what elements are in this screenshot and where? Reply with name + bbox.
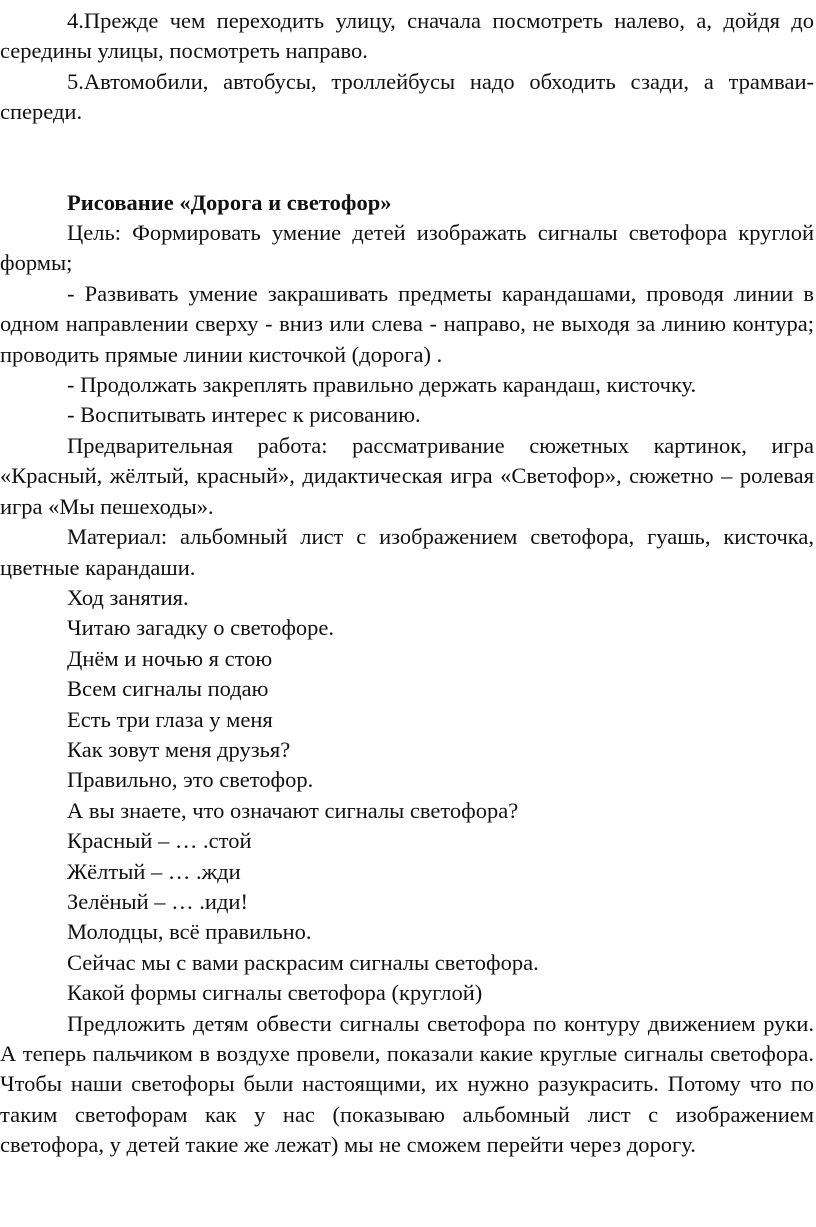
riddle-line: Есть три глаза у меня	[67, 706, 273, 732]
goal-paragraph: Цель: Формировать умение детей изображать сигналы светофора круглой формы;	[0, 220, 814, 276]
riddle-line: Как зовут меня друзья?	[67, 736, 291, 762]
lesson-line: Сейчас мы с вами раскрасим сигналы светофора.	[67, 949, 539, 975]
signal-line-green: Зелёный – … .иди!	[67, 888, 248, 914]
signal-line-red: Красный – … .стой	[67, 828, 252, 854]
lesson-line: Правильно, это светофор.	[67, 767, 314, 793]
section-gap	[0, 128, 814, 188]
riddle-line: Всем сигналы подаю	[67, 676, 269, 702]
task-paragraph-2: - Продолжать закреплять правильно держать карандаш, кисточку.	[67, 372, 697, 398]
lesson-line: Какой формы сигналы светофора (круглой)	[67, 980, 483, 1006]
lesson-line: Молодцы, всё правильно.	[67, 919, 312, 945]
task-paragraph-3: - Воспитывать интерес к рисованию.	[67, 402, 421, 428]
lesson-title: Рисование «Дорога и светофор»	[67, 189, 392, 215]
lesson-line: А вы знаете, что означают сигналы светофора?	[67, 797, 519, 823]
rule-paragraph-4: 4.Прежде чем переходить улицу, сначала посмотреть налево, а, дойдя до середины улицы, посмотреть направо.	[0, 8, 814, 64]
rule-paragraph-5: 5.Автомобили, автобусы, троллейбусы надо обходить сзади, а трамваи- спереди.	[0, 68, 814, 125]
preliminary-work-paragraph: Предварительная работа: рассматривание сюжетных картинок, игра «Красный, жёлтый, красный», дидактическая игра «Светофор», сюжетно – ролевая игра «Мы пешеходы».	[0, 432, 814, 519]
material-paragraph: Материал: альбомный лист с изображением светофора, гуашь, кисточка, цветные карандаши.	[0, 524, 814, 580]
lesson-line: Ход занятия.	[67, 584, 189, 610]
signal-line-yellow: Жёлтый – … .жди	[67, 858, 241, 884]
task-paragraph-1: - Развивать умение закрашивать предметы карандашами, проводя линии в одном направлении сверху - вниз или слева - направо, не выходя за линию контура; проводить прямые линии кисточкой (дорога) .	[0, 280, 814, 367]
final-paragraph: Предложить детям обвести сигналы светофора по контуру движением руки. А теперь пальчиком в воздухе провели, показали какие круглые сигналы светофора. Чтобы наши светофоры были настоящими, их нужно разукрасить. Потому что по таким светофорам как у нас (показываю альбомный лист с изображением светофора, у детей такие же лежат) мы не сможем перейти через дорогу.	[0, 1010, 814, 1158]
lesson-line: Читаю загадку о светофоре.	[67, 615, 335, 641]
riddle-line: Днём и ночью я стою	[67, 645, 273, 671]
